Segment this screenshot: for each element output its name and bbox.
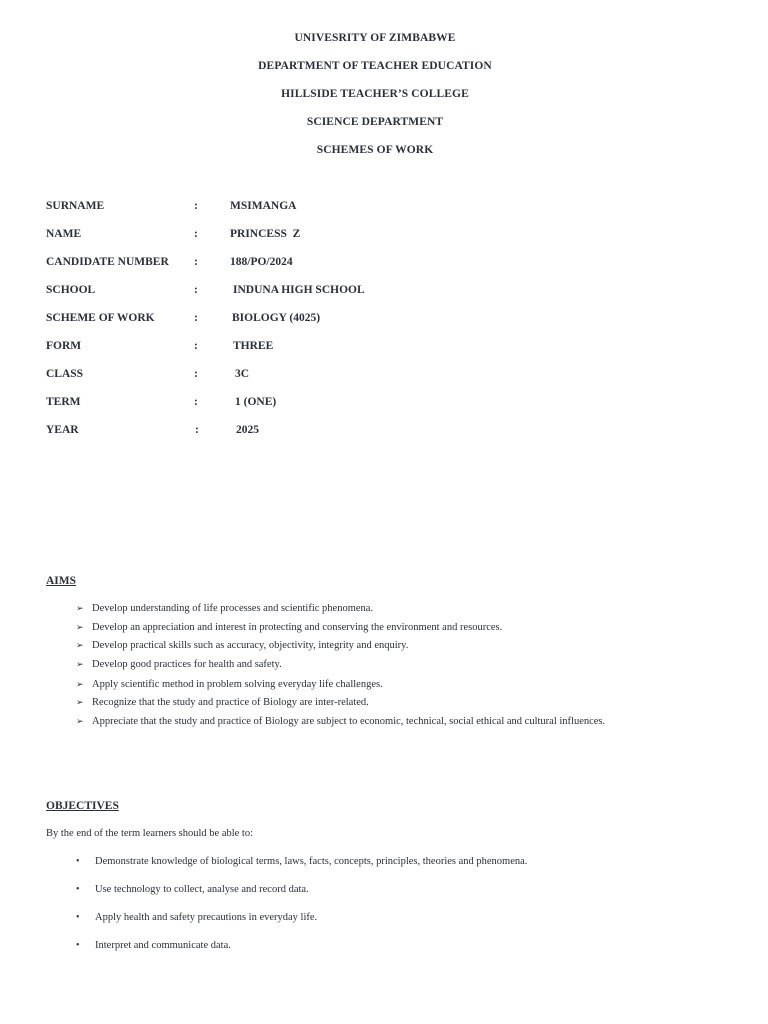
aim-text: Appreciate that the study and practice of Biology are subject to economic, technical, social ethical and cultural influences. [92, 716, 606, 727]
university-title: UNIVESRITY OF ZIMBABWE [294, 32, 456, 44]
info-row-school [46, 284, 646, 300]
info-value: THREE [233, 340, 274, 352]
info-value: 3C [235, 368, 250, 380]
info-label: FORM [46, 340, 82, 352]
info-label: SCHOOL [46, 284, 96, 296]
aim-item [76, 716, 605, 727]
info-separator: : [194, 340, 198, 352]
info-value: BIOLOGY (4025) [232, 312, 321, 324]
arrow-bullet-icon: ➢ [76, 603, 84, 613]
info-value: INDUNA HIGH SCHOOL [233, 284, 365, 296]
info-value: 1 (ONE) [235, 396, 277, 408]
aim-item [76, 640, 408, 651]
info-separator: : [194, 256, 198, 268]
arrow-bullet-icon: ➢ [76, 640, 84, 650]
info-separator: : [194, 368, 198, 380]
bullet-icon: • [76, 884, 80, 895]
info-row-year [46, 424, 646, 440]
aim-item [76, 622, 502, 633]
aim-text: Develop understanding of life processes and scientific phenomena. [92, 603, 374, 614]
bullet-icon: • [76, 856, 80, 867]
info-value: PRINCESS Z [230, 228, 301, 240]
info-row-candidate-number [46, 256, 646, 272]
info-row-class [46, 368, 646, 384]
info-separator: : [194, 284, 198, 296]
aim-text: Develop good practices for health and safety. [92, 659, 282, 670]
college-title: HILLSIDE TEACHER’S COLLEGE [281, 88, 469, 100]
info-label: TERM [46, 396, 81, 408]
arrow-bullet-icon: ➢ [76, 697, 84, 707]
aim-text: Develop practical skills such as accuracy, objectivity, integrity and enquiry. [92, 640, 409, 651]
info-label: SURNAME [46, 200, 105, 212]
aim-item [76, 603, 373, 614]
science-department-title: SCIENCE DEPARTMENT [306, 116, 444, 128]
info-value: MSIMANGA [230, 200, 297, 212]
objective-text: Use technology to collect, analyse and record data. [95, 884, 309, 895]
aims-heading: AIMS [46, 575, 77, 587]
bullet-icon: • [76, 912, 80, 923]
info-label: CANDIDATE NUMBER [46, 256, 169, 268]
info-label: CLASS [46, 368, 84, 380]
objective-text: Demonstrate knowledge of biological terms, laws, facts, concepts, principles, theories and phenomena. [95, 856, 528, 867]
info-row-term [46, 396, 646, 412]
aim-text: Apply scientific method in problem solving everyday life challenges. [92, 679, 383, 690]
info-separator: : [194, 200, 198, 212]
aim-item [76, 659, 282, 670]
info-label: NAME [46, 228, 82, 240]
info-label: SCHEME OF WORK [46, 312, 155, 324]
info-value: 2025 [236, 424, 259, 436]
objective-item [76, 884, 309, 895]
department-title: DEPARTMENT OF TEACHER EDUCATION [258, 60, 492, 72]
objectives-intro: By the end of the term learners should be able to: [46, 828, 254, 839]
objectives-heading: OBJECTIVES [46, 800, 119, 812]
bullet-icon: • [76, 940, 80, 951]
aim-item [76, 697, 369, 708]
objective-item [76, 912, 317, 923]
info-separator: : [194, 228, 198, 240]
info-row-name [46, 228, 646, 244]
schemes-of-work-title: SCHEMES OF WORK [316, 144, 434, 156]
info-separator: : [195, 424, 199, 436]
arrow-bullet-icon: ➢ [76, 679, 84, 689]
aim-text: Develop an appreciation and interest in protecting and conserving the environment and resources. [92, 622, 503, 633]
arrow-bullet-icon: ➢ [76, 716, 84, 726]
aim-text: Recognize that the study and practice of Biology are inter-related. [92, 697, 369, 708]
info-separator: : [194, 312, 198, 324]
info-label: YEAR [46, 424, 79, 436]
info-row-scheme-of-work [46, 312, 646, 328]
info-separator: : [194, 396, 198, 408]
objective-item [76, 856, 527, 867]
info-row-surname [46, 200, 646, 216]
arrow-bullet-icon: ➢ [76, 622, 84, 632]
objective-text: Interpret and communicate data. [95, 940, 231, 951]
info-value: 188/PO/2024 [230, 256, 293, 268]
aim-item [76, 679, 383, 690]
objective-text: Apply health and safety precautions in everyday life. [95, 912, 318, 923]
arrow-bullet-icon: ➢ [76, 659, 84, 669]
info-row-form [46, 340, 646, 356]
objective-item [76, 940, 231, 951]
